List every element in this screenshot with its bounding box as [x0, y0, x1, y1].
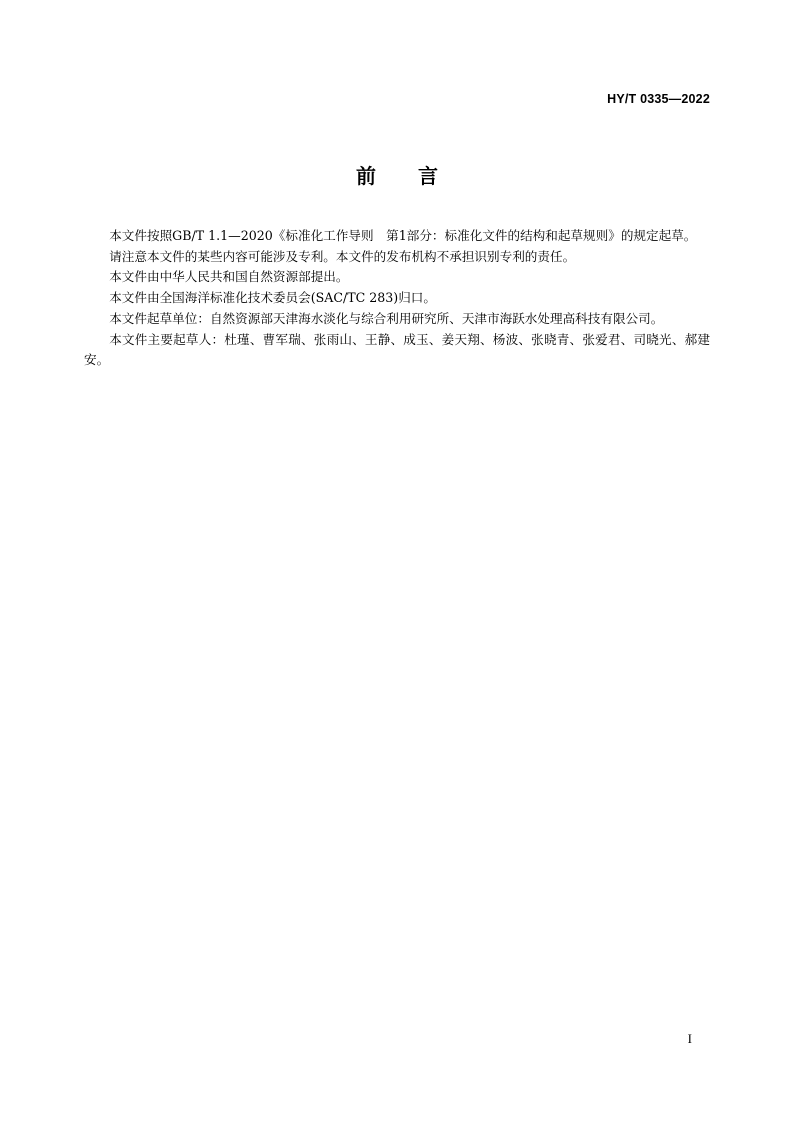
paragraph-drafting-rules: 本文件按照GB/T 1.1—2020《标准化工作导则 第1部分：标准化文件的结构和起草规则》的规定起草。: [109, 228, 697, 243]
foreword-body: [84, 226, 710, 371]
paragraph-patent-notice: 请注意本文件的某些内容可能涉及专利。本文件的发布机构不承担识别专利的责任。: [109, 248, 576, 264]
paragraph-proposer: 本文件由中华人民共和国自然资源部提出。: [109, 269, 349, 285]
page-title: [0, 160, 794, 189]
standard-code: HY/T 0335—2022: [607, 92, 710, 106]
page-title-char-1: 前: [356, 164, 376, 188]
paragraph-drafters: 本文件主要起草人：杜瑾、曹军瑞、张雨山、王静、成玉、姜天翔、杨波、张晓青、张爱君、司晓光、郝建安。: [84, 331, 710, 368]
paragraph-technical-committee: 本文件由全国海洋标准化技术委员会(SAC/TC 283)归口。: [109, 290, 436, 306]
page-title-char-2: 言: [418, 164, 438, 188]
paragraph-drafting-organizations: 本文件起草单位：自然资源部天津海水淡化与综合利用研究所、天津市海跃水处理高科技有限公司。: [109, 310, 664, 326]
page-number: I: [687, 1031, 692, 1046]
